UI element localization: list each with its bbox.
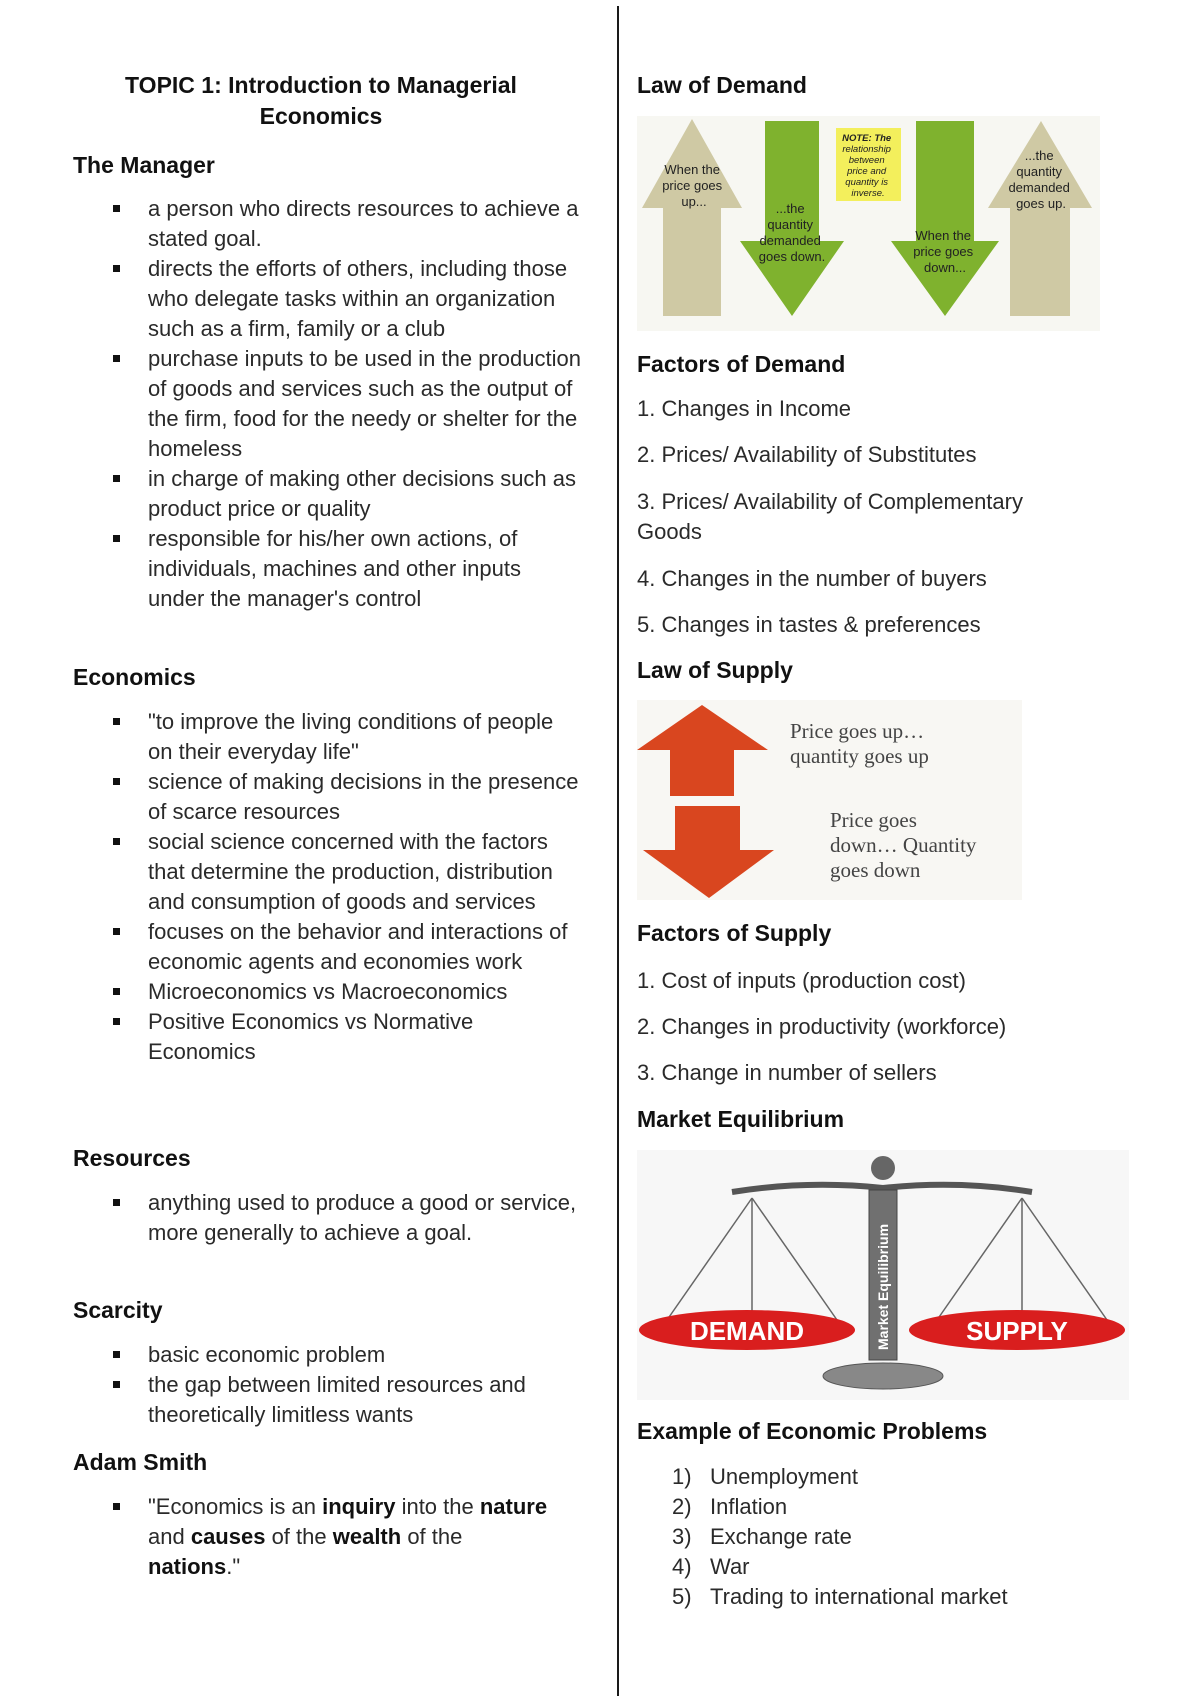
heading-factors-of-supply: Factors of Supply [637, 920, 832, 946]
heading-example-economic-problems: Example of Economic Problems [637, 1418, 988, 1444]
column-divider [617, 6, 619, 1696]
list-item: basic economic problem [73, 1340, 583, 1370]
bullet-square-icon [113, 1018, 120, 1025]
arrow-text: When the price goes down... [913, 228, 974, 275]
scarcity-list [73, 1340, 583, 1430]
heading-the-manager: The Manager [73, 152, 215, 178]
list-item: 5) Trading to international market [672, 1584, 1008, 1609]
list-item: in charge of making other decisions such as product price or quality [73, 464, 583, 524]
arrow-text: ...the quantity demanded goes up. [1008, 148, 1070, 211]
list-item: 4) War [672, 1554, 750, 1579]
pillar-label: Market Equilibrium [875, 1223, 891, 1350]
manager-list [73, 194, 583, 614]
bullet-square-icon [113, 1503, 120, 1510]
list-item: focuses on the behavior and interactions of economic agents and economies work [73, 917, 583, 977]
bullet-square-icon [113, 718, 120, 725]
scale-base [823, 1363, 943, 1389]
list-item: 3. Prices/ Availability of Complementary Goods [637, 489, 1023, 544]
list-item: 2) Inflation [672, 1494, 788, 1519]
arrow-text: ...the quantity demanded goes down. [758, 201, 826, 264]
bullet-square-icon [113, 1351, 120, 1358]
list-item: 1) Unemployment [672, 1464, 858, 1489]
list-item: anything used to produce a good or service, more generally to achieve a goal. [73, 1188, 583, 1248]
supply-down-text: Price goes down… Quantity goes down [830, 808, 977, 882]
adam-smith-quote: "Economics is an inquiry into the nature and causes of the wealth of the nations." [73, 1492, 553, 1582]
bullet-square-icon [113, 988, 120, 995]
resources-list [73, 1188, 583, 1248]
list-item: directs the efforts of others, including those who delegate tasks within an organization such as a firm, family or a club [73, 254, 583, 344]
note-text: NOTE: The relationship between price and quantity is inverse. [842, 133, 892, 199]
heading-market-equilibrium: Market Equilibrium [637, 1106, 845, 1132]
law-of-supply-figure [637, 700, 1022, 900]
bullet-square-icon [113, 838, 120, 845]
list-item: a person who directs resources to achieve a stated goal. [73, 194, 583, 254]
supply-pan-label: SUPPLY [966, 1316, 1068, 1346]
market-equilibrium-scale-figure [637, 1150, 1129, 1400]
list-item: 5. Changes in tastes & preferences [637, 612, 981, 637]
heading-law-of-supply: Law of Supply [637, 657, 793, 683]
bullet-square-icon [113, 1199, 120, 1206]
economics-list [73, 707, 583, 1067]
heading-resources: Resources [73, 1145, 191, 1171]
law-of-demand-figure [637, 116, 1100, 331]
economic-problems-list [672, 1462, 1092, 1612]
list-item: 3. Change in number of sellers [637, 1060, 937, 1085]
list-item: 2. Changes in productivity (workforce) [637, 1014, 1007, 1039]
demand-pan-label: DEMAND [689, 1316, 805, 1346]
bullet-square-icon [113, 355, 120, 362]
heading-law-of-demand: Law of Demand [637, 72, 807, 98]
bullet-square-icon [113, 475, 120, 482]
bullet-square-icon [113, 778, 120, 785]
list-item: 1. Cost of inputs (production cost) [637, 968, 966, 993]
supply-up-text: Price goes up… quantity goes up [790, 719, 929, 768]
list-item: "to improve the living conditions of people on their everyday life" [73, 707, 583, 767]
list-item: responsible for his/her own actions, of individuals, machines and other inputs under the manager's control [73, 524, 583, 614]
scale-top-knob [871, 1156, 895, 1180]
arrow-text: When the price goes up... [662, 162, 723, 209]
list-item: 2. Prices/ Availability of Substitutes [637, 442, 977, 467]
page-title: TOPIC 1: Introduction to Managerial Economics [125, 72, 517, 129]
list-item: the gap between limited resources and theoretically limitless wants [73, 1370, 583, 1430]
adam-smith-list [73, 1492, 553, 1582]
list-item: 1. Changes in Income [637, 396, 852, 421]
heading-scarcity: Scarcity [73, 1297, 163, 1323]
heading-economics: Economics [73, 664, 196, 690]
bullet-square-icon [113, 535, 120, 542]
list-item: Positive Economics vs Normative Economics [73, 1007, 583, 1067]
list-item: social science concerned with the factors that determine the production, distribution and consumption of goods and services [73, 827, 583, 917]
heading-adam-smith: Adam Smith [73, 1449, 208, 1475]
bullet-square-icon [113, 928, 120, 935]
heading-factors-of-demand: Factors of Demand [637, 351, 846, 377]
bullet-square-icon [113, 205, 120, 212]
list-item: science of making decisions in the presence of scarce resources [73, 767, 583, 827]
list-item: 4. Changes in the number of buyers [637, 566, 987, 591]
list-item: Microeconomics vs Macroeconomics [73, 977, 583, 1007]
list-item: purchase inputs to be used in the production of goods and services such as the output of the firm, food for the needy or shelter for the homeless [73, 344, 583, 464]
bullet-square-icon [113, 265, 120, 272]
bullet-square-icon [113, 1381, 120, 1388]
list-item: 3) Exchange rate [672, 1524, 852, 1549]
